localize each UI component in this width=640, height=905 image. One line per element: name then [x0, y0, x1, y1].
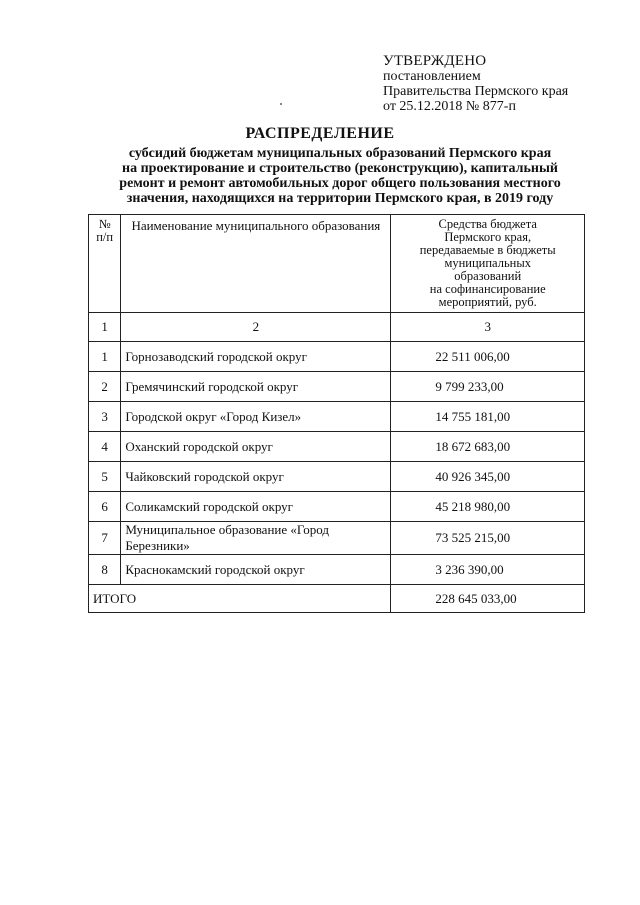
- row-num: 4: [89, 432, 121, 462]
- header-amount: [391, 215, 585, 313]
- row-num: 6: [89, 492, 121, 522]
- total-label: ИТОГО: [89, 585, 391, 613]
- approval-line-3: от 25.12.2018 № 877-п: [383, 99, 516, 114]
- subtitle-line: субсидий бюджетам муниципальных образований Пермского края: [128, 146, 552, 161]
- approval-line-2: Правительства Пермского края: [383, 84, 569, 99]
- row-amount: 73 525 215,00: [391, 522, 585, 555]
- total-row: [89, 585, 585, 613]
- table-row: [89, 402, 585, 432]
- column-number: 1: [89, 313, 121, 342]
- column-number: 2: [121, 313, 391, 342]
- approval-line-1: постановлением: [383, 69, 481, 84]
- table-row: [89, 555, 585, 585]
- header-amount-line: на софинансирование: [429, 282, 546, 296]
- total-amount: 228 645 033,00: [391, 585, 585, 613]
- row-amount: 22 511 006,00: [391, 342, 585, 372]
- column-number-row: [89, 313, 585, 342]
- header-num-abbr: п/п: [96, 230, 114, 244]
- row-name: Чайковский городской округ: [121, 462, 391, 492]
- row-name: Горнозаводский городской округ: [121, 342, 391, 372]
- row-amount: 45 218 980,00: [391, 492, 585, 522]
- document-subtitle: [95, 146, 585, 206]
- table-row: [89, 432, 585, 462]
- table-row: [89, 522, 585, 555]
- table-row: [89, 372, 585, 402]
- row-name: Городской округ «Город Кизел»: [121, 402, 391, 432]
- row-num: 5: [89, 462, 121, 492]
- header-amount-line: Пермского края,: [444, 230, 532, 244]
- header-amount-line: передаваемые в бюджеты: [419, 243, 556, 257]
- row-name: Краснокамский городской округ: [121, 555, 391, 585]
- row-name: Оханский городской округ: [121, 432, 391, 462]
- row-name: Муниципальное образование «Город Березники»: [121, 522, 391, 555]
- table-row: [89, 462, 585, 492]
- row-num: 7: [89, 522, 121, 555]
- header-amount-line: мероприятий, руб.: [438, 295, 537, 309]
- table-row: [89, 342, 585, 372]
- column-number: 3: [391, 313, 585, 342]
- scan-speck: [280, 103, 282, 105]
- row-name: Гремячинский городской округ: [121, 372, 391, 402]
- table-row: [89, 492, 585, 522]
- row-num: 8: [89, 555, 121, 585]
- row-name: Соликамский городской округ: [121, 492, 391, 522]
- table-header-row: [89, 215, 585, 313]
- approval-heading: УТВЕРЖДЕНО: [383, 53, 487, 69]
- row-amount: 14 755 181,00: [391, 402, 585, 432]
- distribution-table: [88, 214, 585, 613]
- row-num: 3: [89, 402, 121, 432]
- row-num: 1: [89, 342, 121, 372]
- subtitle-line: на проектирование и строительство (реконструкцию), капитальный: [122, 161, 558, 176]
- header-num-symbol: №: [98, 217, 111, 231]
- row-amount: 18 672 683,00: [391, 432, 585, 462]
- row-amount: 40 926 345,00: [391, 462, 585, 492]
- subtitle-line: значения, находящихся на территории Пермского края, в 2019 году: [126, 191, 554, 206]
- header-num: [89, 215, 121, 313]
- document-title: РАСПРЕДЕЛЕНИЕ: [245, 125, 395, 142]
- header-amount-line: Средства бюджета: [438, 217, 537, 231]
- row-amount: 9 799 233,00: [391, 372, 585, 402]
- row-amount: 3 236 390,00: [391, 555, 585, 585]
- row-num: 2: [89, 372, 121, 402]
- subtitle-line: ремонт и ремонт автомобильных дорог общего пользования местного: [119, 176, 561, 191]
- header-amount-line: муниципальных: [444, 256, 531, 270]
- header-name: Наименование муниципального образования: [121, 215, 391, 313]
- approval-block: [383, 54, 568, 114]
- header-amount-line: образований: [454, 269, 522, 283]
